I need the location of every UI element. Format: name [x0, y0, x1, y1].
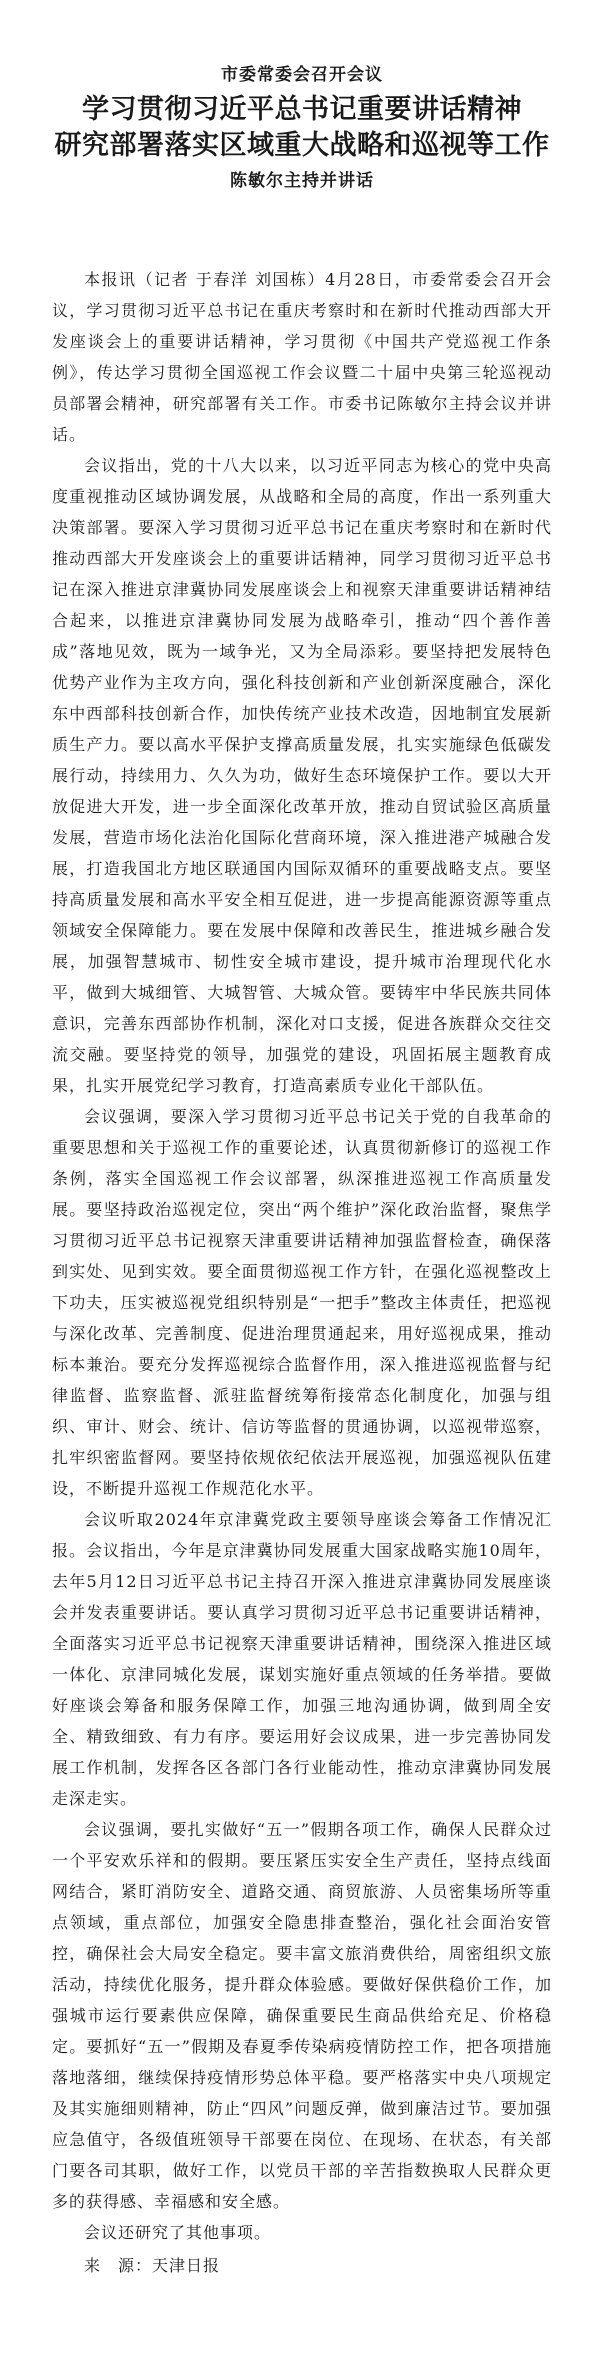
- article-subhead: 陈敏尔主持并讲话: [230, 171, 374, 191]
- paragraph-lead: 本报讯（记者 于春洋 刘国栋）4月28日，市委常委会召开会议，学习贯彻习近平总书记在重庆考察时和在新时代推动西部大开发座谈会上的重要讲话精神，学习贯彻《中国共产党巡视工作条例》，传达学习贯彻全国巡视工作会议暨二十届中央第三轮巡视动员部署会精神，研究部署有关工作。市委书记陈敏尔主持会议并讲话。: [52, 270, 552, 444]
- article-headline: [52, 92, 552, 164]
- paragraph-regional-strategy: 会议指出，党的十八大以来，以习近平同志为核心的党中央高度重视推动区域协调发展，从战略和全局的高度，作出一系列重大决策部署。要深入学习贯彻习近平总书记在重庆考察时和在新时代推动西部大开发座谈会上的重要讲话精神，同学习贯彻习近平总书记在深入推进京津冀协同发展座谈会上和视察天津重要讲话精神结合起来，以推进京津冀协同发展为战略牵引，推动“四个善作善成”落地见效，既为一域争光，又为全局添彩。要坚持把发展特色优势产业作为主攻方向，强化科技创新和产业创新深度融合，深化东中西部科技创新合作，加快传统产业技术改造，因地制宜发展新质生产力。要以高水平保护支撑高质量发展，扎实实施绿色低碳发展行动，持续用力、久久为功，做好生态环境保护工作。要以大开放促进大开发，进一步全面深化改革开放，推动自贸试验区高质量发展，营造市场化法治化国际化营商环境，深入推进港产城融合发展，打造我国北方地区联通国内国际双循环的重要战略支点。要坚持高质量发展和高水平安全相互促进，进一步提高能源资源等重点领域安全保障能力。要在发展中保障和改善民生，推进城乡融合发展，加强智慧城市、韧性安全城市建设，提升城市治理现代化水平，做到大城细管、大城智管、大城众管。要铸牢中华民族共同体意识，完善东西部协作机制，深化对口支援，促进各族群众交往交流交融。要坚持党的领导，加强党的建设，巩固拓展主题教育成果，扎实开展党纪学习教育，打造高素质专业化干部队伍。: [52, 456, 552, 1095]
- headline-line-2: 研究部署落实区域重大战略和巡视等工作: [54, 130, 550, 161]
- paragraph-other-matters: 会议还研究了其他事项。: [84, 2223, 272, 2242]
- headline-line-1: 学习贯彻习近平总书记重要讲话精神: [82, 94, 522, 125]
- paragraph-inspection: 会议强调，要深入学习贯彻习近平总书记关于党的自我革命的重要思想和关于巡视工作的重要论述，认真贯彻新修订的巡视工作条例，落实全国巡视工作会议部署，纵深推进巡视工作高质量发展。要坚持政治巡视定位，突出“两个维护”深化政治监督，聚焦学习贯彻习近平总书记视察天津重要讲话精神加强监督检查，确保落到实处、见到实效。要全面贯彻巡视工作方针，在强化巡视整改上下功夫，压实被巡视党组织特别是“一把手”整改主体责任，把巡视与深化改革、完善制度、促进治理贯通起来，用好巡视成果，推动标本兼治。要充分发挥巡视综合监督作用，深入推进巡视监督与纪律监督、监察监督、派驻监督统筹衔接常态化制度化，加强与组织、审计、财会、统计、信访等监督的贯通协调，以巡视带巡察，扎牢织密监督网。要坚持依规依纪依法开展巡视，加强巡视队伍建设，不断提升巡视工作规范化水平。: [52, 1107, 552, 1498]
- article-kicker: 市委常委会召开会议: [221, 65, 383, 85]
- article-source: 来 源：天津日报: [84, 2256, 221, 2275]
- paragraph-jingjinji-meeting: 会议听取2024年京津冀党政主要领导座谈会筹备工作情况汇报。会议指出，今年是京津冀协同发展重大国家战略实施10周年，去年5月12日习近平总书记主持召开深入推进京津冀协同发展座谈会并发表重要讲话。要认真学习贯彻习近平总书记重要讲话精神，全面落实习近平总书记视察天津重要讲话精神，围绕深入推进区域一体化、京津同城化发展，谋划实施好重点领域的任务举措。要做好座谈会筹备和服务保障工作，加强三地沟通协调，做到周全安全、精致细致、有力有序。要运用好会议成果，进一步完善协同发展工作机制，发挥各区各部门各行业能动性，推动京津冀协同发展走深走实。: [52, 1510, 552, 1808]
- paragraph-may-day: 会议强调，要扎实做好“五一”假期各项工作，确保人民群众过一个平安欢乐祥和的假期。要压紧压实安全生产责任，坚持点线面网结合，紧盯消防安全、道路交通、商贸旅游、人员密集场所等重点领域，重点部位，加强安全隐患排查整治，强化社会面治安管控，确保社会大局安全稳定。要丰富文旅消费供给，周密组织文旅活动，持续优化服务，提升群众体验感。要做好保供稳价工作，加强城市运行要素供应保障，确保重要民生商品供给充足、价格稳定。要抓好“五一”假期及春夏季传染病疫情防控工作，把各项措施落地落细，继续保持疫情形势总体平稳。要严格落实中央八项规定及其实施细则精神，防止“四风”问题反弹，做到廉洁过节。要加强应急值守，各级值班领导干部要在岗位、在现场、在状态，有关部门要各司其职，做好工作，以党员干部的辛苦指数换取人民群众更多的获得感、幸福感和安全感。: [52, 1820, 552, 2211]
- article-body: [52, 264, 552, 2281]
